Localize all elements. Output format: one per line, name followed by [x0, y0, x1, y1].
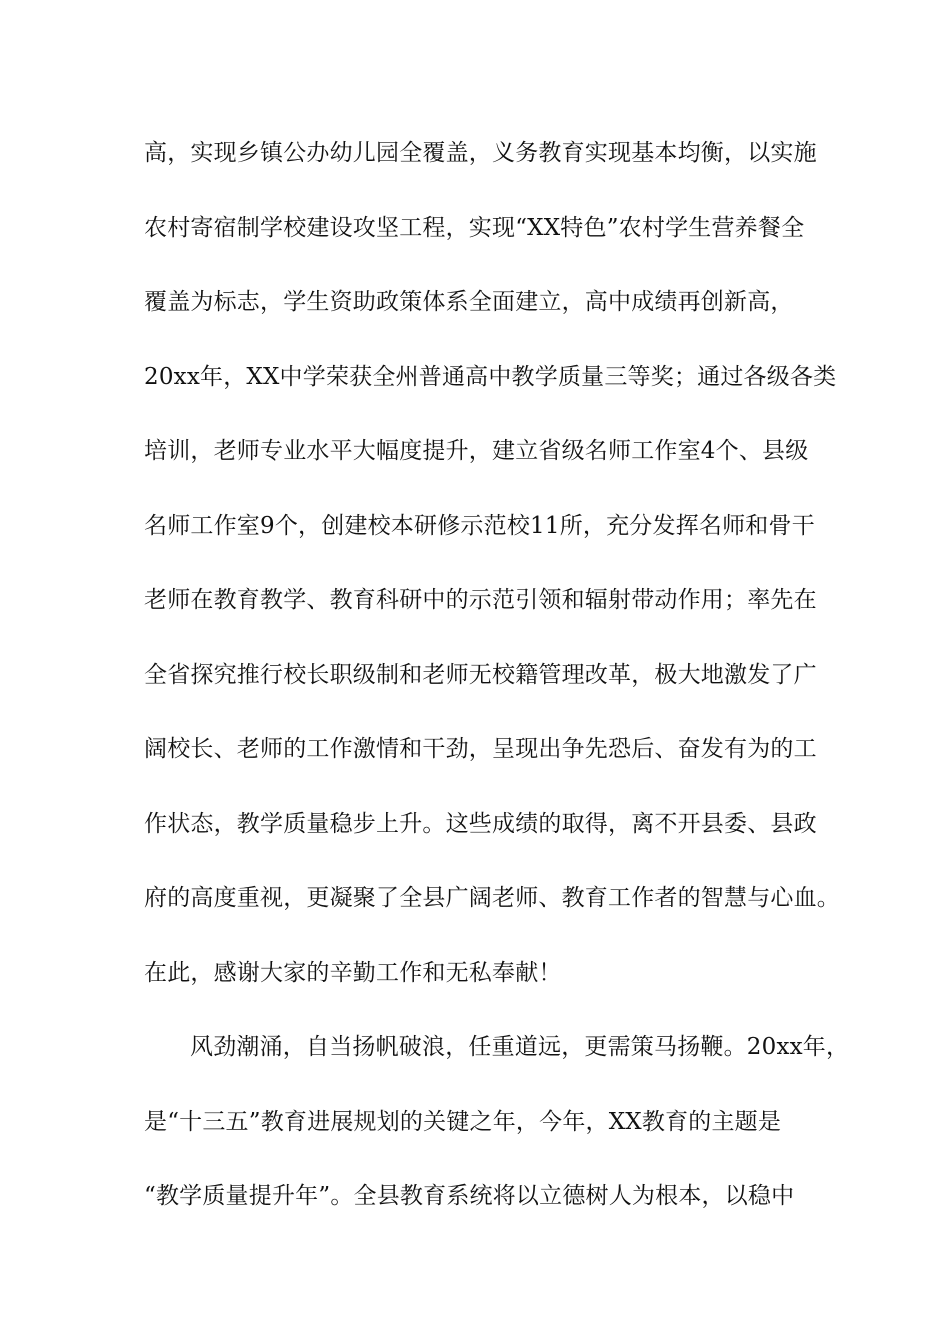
- text-line: 全省探究推行校长职级制和老师无校籍管理改革，极大地激发了广: [144, 661, 817, 688]
- text-line: 20xx年，XX中学荣获全州普通高中教学质量三等奖；通过各级各类: [144, 363, 837, 390]
- text-line: “教学质量提升年”。全县教育系统将以立德树人为根本，以稳中: [144, 1183, 795, 1209]
- text-line: 培训，老师专业水平大幅度提升，建立省级名师工作室4个、县级: [144, 438, 809, 464]
- text-line: 高，实现乡镇公办幼儿园全覆盖，义务教育实现基本均衡，以实施: [144, 140, 817, 166]
- text-line: 在此，感谢大家的辛勤工作和无私奉献！: [144, 959, 562, 986]
- text-line: 阔校长、老师的工作激情和干劲，呈现出争先恐后、奋发有为的工: [144, 736, 817, 762]
- body-text: [144, 130, 850, 1248]
- text-line: 覆盖为标志，学生资助政策体系全面建立，高中成绩再创新高，: [144, 289, 794, 315]
- text-line: 农村寄宿制学校建设攻坚工程，实现“XX特色”农村学生营养餐全: [144, 214, 805, 241]
- text-line: 是“十三五”教育进展规划的关键之年，今年，XX教育的主题是: [144, 1108, 782, 1135]
- paragraph-start-line: 风劲潮涌，自当扬帆破浪，任重道远，更需策马扬鞭。20xx年，: [190, 1034, 850, 1060]
- text-line: 作状态，教学质量稳步上升。这些成绩的取得，离不开县委、县政: [144, 810, 817, 837]
- text-line: 名师工作室9个，创建校本研修示范校11所，充分发挥名师和骨干: [144, 512, 815, 539]
- text-line: 府的高度重视，更凝聚了全县广阔老师、教育工作者的智慧与心血。: [144, 885, 840, 911]
- text-line: 老师在教育教学、教育科研中的示范引领和辐射带动作用；率先在: [144, 587, 817, 613]
